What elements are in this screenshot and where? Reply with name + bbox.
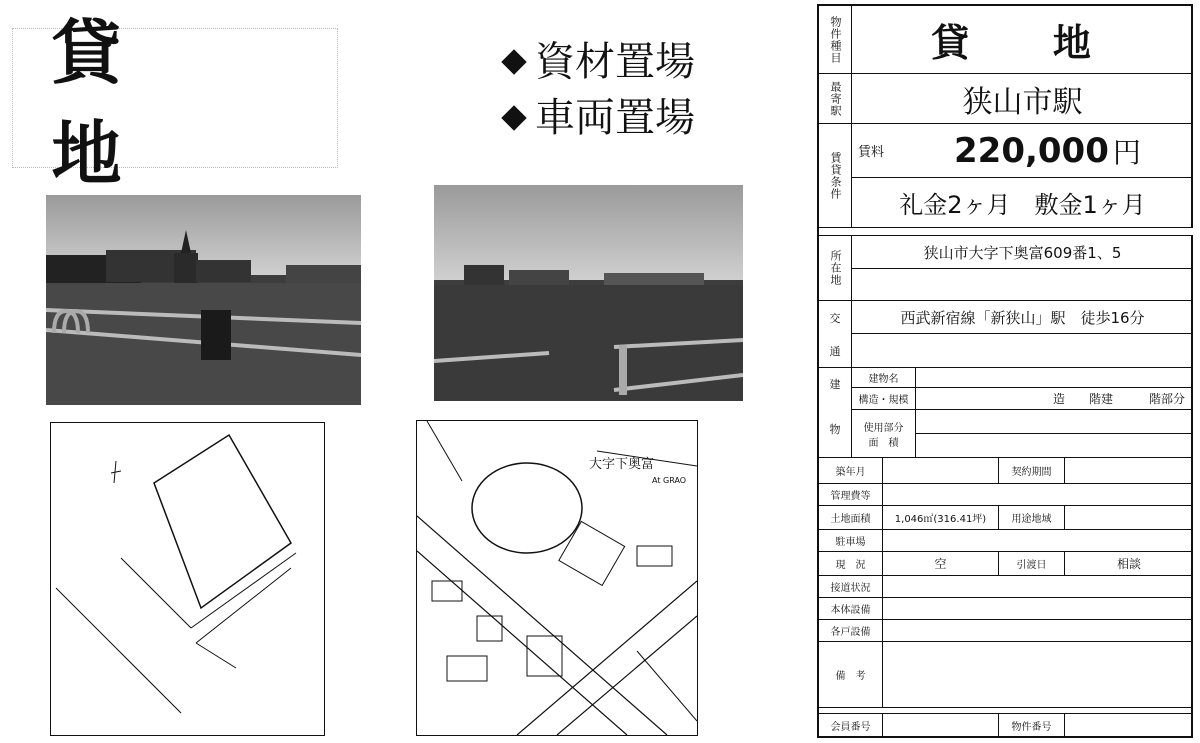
building-name-value xyxy=(916,368,1193,388)
property-no-label: 物件番号 xyxy=(999,714,1065,736)
area-map-drawing xyxy=(417,421,697,735)
transport-value-cell: 西武新宿線「新狭山」駅 徒歩16分 xyxy=(852,301,1193,334)
structure-label: 構造・規模 xyxy=(852,388,916,410)
use-area-value-2 xyxy=(916,434,1193,458)
building-name-label: 建物名 xyxy=(852,368,916,388)
land-area-value: 1,046㎡(316.41坪) xyxy=(883,506,999,530)
map-corner-label: At GRAO xyxy=(652,476,687,485)
member-label: 会員番号 xyxy=(819,714,883,736)
map-station-label: 大字下奥富 xyxy=(589,457,655,472)
address-label-cell: 所在地 xyxy=(819,236,852,301)
property-sheet xyxy=(817,4,1193,738)
structure-value: 造 階建 階部分 xyxy=(916,388,1193,410)
remarks-value xyxy=(883,642,1193,708)
rent-cell: 賃料 220,000 円 xyxy=(852,124,1193,178)
mgmt-value xyxy=(883,484,1193,506)
contract-value xyxy=(1065,458,1193,484)
diamond-bullet-icon xyxy=(501,105,526,130)
site-photo-1 xyxy=(46,195,361,405)
photo-1-scene xyxy=(46,195,361,405)
mgmt-label: 管理費等 xyxy=(819,484,883,506)
remarks-label: 備 考 xyxy=(819,642,883,708)
transport-label-cell-2: 通 xyxy=(819,334,852,368)
built-label: 築年月 xyxy=(819,458,883,484)
use-item: 資材置場 xyxy=(505,34,695,90)
built-value xyxy=(883,458,999,484)
title-box xyxy=(12,12,338,195)
road-value xyxy=(883,576,1193,598)
terms-label-cell: 賃貸条件 xyxy=(819,124,852,228)
unit-facility-label: 各戸設備 xyxy=(819,620,883,642)
address-blank-cell xyxy=(852,269,1193,301)
photo-2-scene xyxy=(434,185,743,401)
survey-sketch xyxy=(51,423,324,735)
deposit-cell: 礼金2ヶ月 敷金1ヶ月 xyxy=(852,178,1193,228)
zoning-value xyxy=(1065,506,1193,530)
status-value: 空 xyxy=(883,552,999,576)
building-label-cell-2: 物 xyxy=(819,400,852,458)
use-item: 車両置場 xyxy=(505,90,695,146)
facility-value xyxy=(883,598,1193,620)
category-label-cell: 物件種目 xyxy=(819,6,852,74)
member-value xyxy=(883,714,999,736)
rent-value: 220,000 xyxy=(954,130,1109,171)
status-label: 現 況 xyxy=(819,552,883,576)
parking-value xyxy=(883,530,1193,552)
transport-blank-cell xyxy=(852,334,1193,368)
land-area-label: 土地面積 xyxy=(819,506,883,530)
station-value-cell: 狭山市駅 xyxy=(852,74,1193,124)
diamond-bullet-icon xyxy=(501,49,526,74)
address-value-cell: 狭山市大字下奥富609番1、5 xyxy=(852,236,1193,269)
station-label-cell: 最寄駅 xyxy=(819,74,852,124)
facility-label: 本体設備 xyxy=(819,598,883,620)
zoning-label: 用途地域 xyxy=(999,506,1065,530)
use-list xyxy=(505,34,695,146)
use-area-value-1 xyxy=(916,410,1193,434)
building-label-cell: 建 xyxy=(819,368,852,400)
use-area-label: 使用部分 面 積 xyxy=(852,410,916,458)
road-label: 接道状況 xyxy=(819,576,883,598)
unit-facility-value xyxy=(883,620,1193,642)
page-title: 貸 地 xyxy=(51,12,269,195)
transport-label-cell: 交 xyxy=(819,301,852,334)
handover-label: 引渡日 xyxy=(999,552,1065,576)
survey-map xyxy=(50,422,325,736)
site-photo-2 xyxy=(434,185,743,401)
parking-label: 駐車場 xyxy=(819,530,883,552)
area-map xyxy=(416,420,698,736)
category-value-cell: 貸 地 xyxy=(852,6,1193,74)
handover-value: 相談 xyxy=(1065,552,1193,576)
property-no-value xyxy=(1065,714,1193,736)
divider xyxy=(819,228,1193,236)
contract-label: 契約期間 xyxy=(999,458,1065,484)
